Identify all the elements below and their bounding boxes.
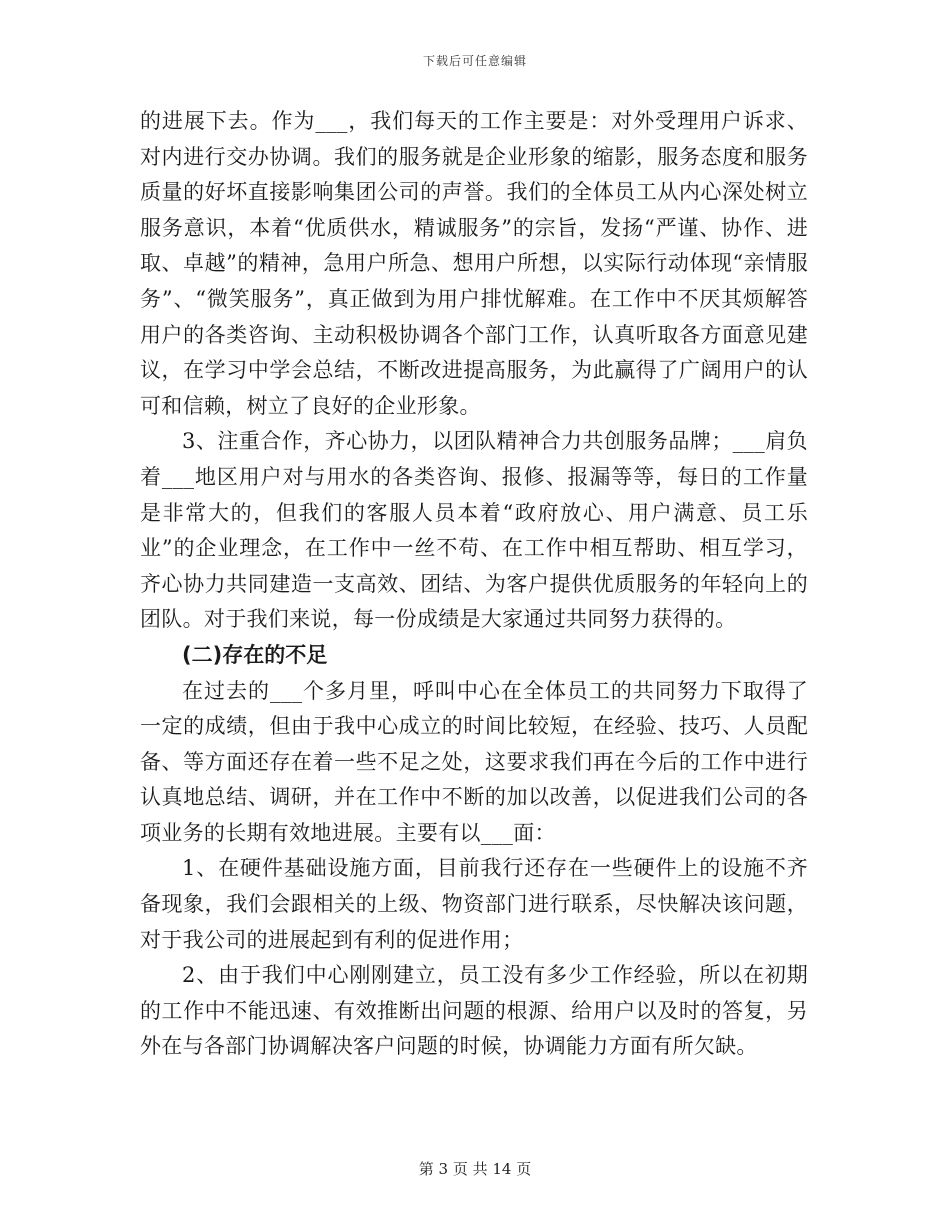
paragraph-teamwork: 3、注重合作，齐心协力，以团队精神合力共创服务品牌；___肩负着___地区用户对与用水的各类咨询、报修、报漏等等，每日的工作量是非常大的，但我们的客服人员本着“政府放心、用户满意、员工乐业”的企业理念，在工作中一丝不苟、在工作中相互帮助、相互学习，齐心协力共同建造一支高效、团结、为客户提供优质服务的年轻向上的团队。对于我们来说，每一份成绩是大家通过共同努力获得的。	[140, 429, 808, 632]
paragraph-hardware: 1、在硬件基础设施方面，目前我行还存在一些硬件上的设施不齐备现象，我们会跟相关的上级、物资部门进行联系，尽快解决该问题，对于我公司的进展起到有利的促进作用；	[140, 856, 808, 952]
page-number: 第 3 页 共 14 页	[418, 1160, 532, 1178]
document-body	[140, 104, 808, 1065]
paragraph-shortcomings-intro: 在过去的___个多月里，呼叫中心在全体员工的共同努力下取得了一定的成绩，但由于我中心成立的时间比较短，在经验、技巧、人员配备、等方面还存在着一些不足之处，这要求我们再在今后的工作中进行认真地总结、调研，并在工作中不断的加以改善，以促进我们公司的各项业务的长期有效地进展。主要有以___面：	[140, 678, 808, 845]
paragraph-service-image: 的进展下去。作为___，我们每天的工作主要是：对外受理用户诉求、对内进行交办协调。我们的服务就是企业形象的缩影，服务态度和服务质量的好坏直接影响集团公司的声誉。我们的全体员工从内心深处树立服务意识，本着“优质供水，精诚服务”的宗旨，发扬“严谨、协作、进取、卓越”的精神，急用户所急、想用户所想，以实际行动体现“亲情服务”、“微笑服务”，真正做到为用户排忧解难。在工作中不厌其烦解答用户的各类咨询、主动积极协调各个部门工作，认真听取各方面意见建议，在学习中学会总结，不断改进提高服务，为此赢得了广阔用户的认可和信赖，树立了良好的企业形象。	[140, 109, 808, 418]
section-heading-shortcomings: (二)存在的不足	[182, 642, 328, 667]
paragraph-experience: 2、由于我们中心刚刚建立，员工没有多少工作经验，所以在初期的工作中不能迅速、有效推断出问题的根源、给用户以及时的答复，另外在与各部门协调解决客户问题的时候，协调能力方面有所欠缺。	[140, 963, 808, 1059]
page-header: 下载后可任意编辑	[422, 54, 527, 68]
